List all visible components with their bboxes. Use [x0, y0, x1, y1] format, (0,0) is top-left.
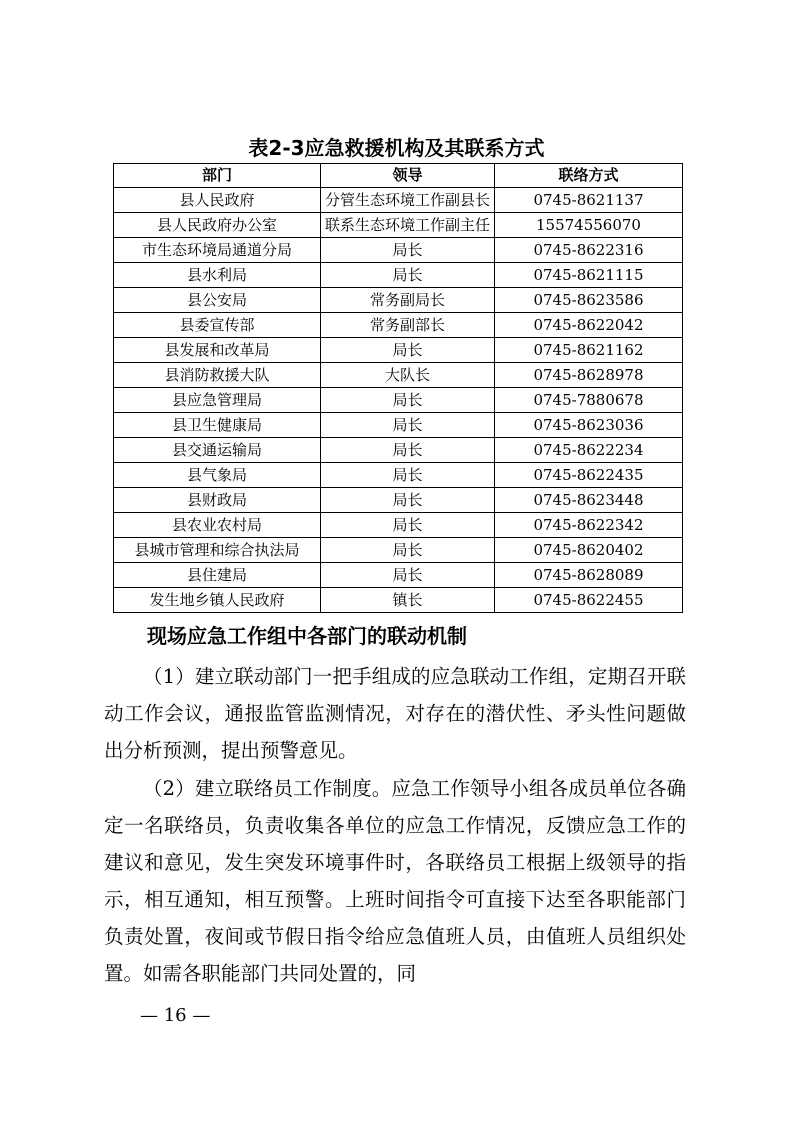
cell-department: 县住建局 [114, 563, 321, 588]
cell-leader: 常务副部长 [321, 313, 495, 338]
cell-department: 县财政局 [114, 488, 321, 513]
table-header-row [114, 164, 683, 188]
cell-leader: 局长 [321, 563, 495, 588]
cell-contact: 0745-8623586 [495, 288, 683, 313]
cell-leader: 联系生态环境工作副主任 [321, 213, 495, 238]
header-leader: 领导 [321, 164, 495, 188]
table-row [114, 288, 683, 313]
paragraph-2: （2）建立联络员工作制度。应急工作领导小组各成员单位各确定一名联络员，负责收集各单位的应急工作情况，反馈应急工作的建议和意见，发生突发环境事件时，各联络员工根据上级领导的指示，相互通知，相互预警。上班时间指令可直接下达至各职能部门负责处置，夜间或节假日指令给应急值班人员，由值班人员组织处置。如需各职能部门共同处置的，同 [104, 777, 686, 985]
cell-leader: 局长 [321, 388, 495, 413]
cell-department: 县公安局 [114, 288, 321, 313]
table-row [114, 413, 683, 438]
cell-leader: 局长 [321, 238, 495, 263]
cell-leader: 局长 [321, 463, 495, 488]
header-contact: 联络方式 [495, 164, 683, 188]
table-row [114, 488, 683, 513]
cell-contact: 0745-8622042 [495, 313, 683, 338]
cell-department: 县气象局 [114, 463, 321, 488]
table-row [114, 563, 683, 588]
cell-department: 县农业农村局 [114, 513, 321, 538]
table-row [114, 313, 683, 338]
cell-leader: 局长 [321, 338, 495, 363]
section-heading: 现场应急工作组中各部门的联动机制 [147, 624, 467, 648]
cell-contact: 0745-8628089 [495, 563, 683, 588]
cell-department: 县卫生健康局 [114, 413, 321, 438]
table-row [114, 588, 683, 613]
cell-contact: 0745-8628978 [495, 363, 683, 388]
table-row [114, 263, 683, 288]
cell-department: 县消防救援大队 [114, 363, 321, 388]
cell-department: 县城市管理和综合执法局 [114, 538, 321, 563]
cell-department: 县人民政府 [114, 188, 321, 213]
table-row [114, 388, 683, 413]
cell-leader: 局长 [321, 538, 495, 563]
cell-leader: 局长 [321, 513, 495, 538]
cell-leader: 常务副局长 [321, 288, 495, 313]
table-row [114, 363, 683, 388]
page-number: — 16 — [140, 1005, 211, 1026]
cell-contact: 0745-8621162 [495, 338, 683, 363]
cell-department: 县人民政府办公室 [114, 213, 321, 238]
cell-contact: 0745-7880678 [495, 388, 683, 413]
cell-department: 县委宣传部 [114, 313, 321, 338]
cell-leader: 局长 [321, 488, 495, 513]
table-row [114, 238, 683, 263]
cell-contact: 0745-8620402 [495, 538, 683, 563]
table-body [114, 188, 683, 613]
table-row [114, 213, 683, 238]
header-department: 部门 [114, 164, 321, 188]
cell-contact: 0745-8623448 [495, 488, 683, 513]
table-row [114, 188, 683, 213]
cell-leader: 局长 [321, 263, 495, 288]
table-row [114, 463, 683, 488]
cell-contact: 0745-8621115 [495, 263, 683, 288]
cell-contact: 15574556070 [495, 213, 683, 238]
cell-contact: 0745-8622316 [495, 238, 683, 263]
cell-leader: 分管生态环境工作副县长 [321, 188, 495, 213]
cell-leader: 局长 [321, 413, 495, 438]
cell-contact: 0745-8622234 [495, 438, 683, 463]
cell-contact: 0745-8622342 [495, 513, 683, 538]
cell-department: 县发展和改革局 [114, 338, 321, 363]
cell-department: 市生态环境局通道分局 [114, 238, 321, 263]
paragraph-1: （1）建立联动部门一把手组成的应急联动工作组，定期召开联动工作会议，通报监管监测情况，对存在的潜伏性、矛头性问题做出分析预测，提出预警意见。 [104, 665, 686, 762]
cell-contact: 0745-8622455 [495, 588, 683, 613]
table-row [114, 338, 683, 363]
cell-leader: 镇长 [321, 588, 495, 613]
cell-leader: 局长 [321, 438, 495, 463]
cell-leader: 大队长 [321, 363, 495, 388]
table-title: 表2-3应急救援机构及其联系方式 [248, 136, 545, 160]
table-row [114, 438, 683, 463]
cell-department: 发生地乡镇人民政府 [114, 588, 321, 613]
contact-table [113, 163, 683, 613]
cell-contact: 0745-8622435 [495, 463, 683, 488]
cell-department: 县交通运输局 [114, 438, 321, 463]
table-row [114, 513, 683, 538]
table-row [114, 538, 683, 563]
cell-contact: 0745-8623036 [495, 413, 683, 438]
cell-department: 县应急管理局 [114, 388, 321, 413]
cell-department: 县水利局 [114, 263, 321, 288]
cell-contact: 0745-8621137 [495, 188, 683, 213]
